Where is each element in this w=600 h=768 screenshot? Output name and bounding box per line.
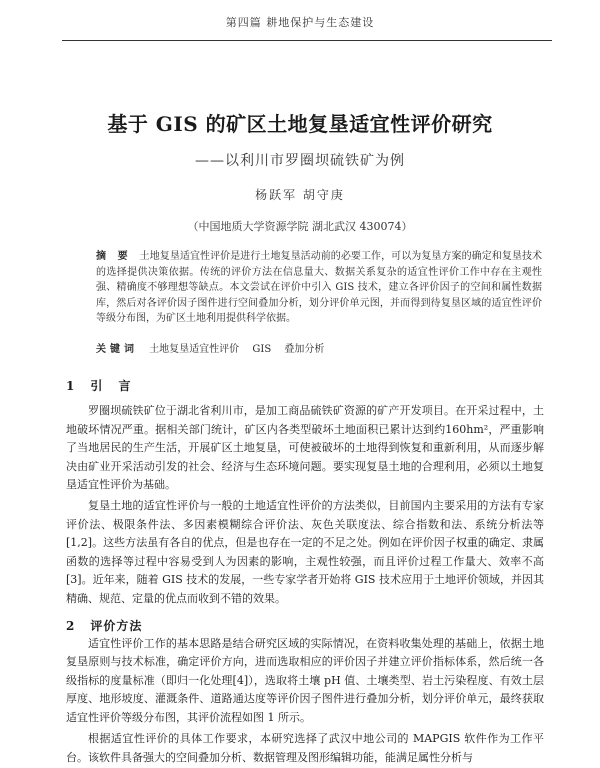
section-number: 1: [66, 379, 75, 393]
body-paragraph: 适宜性评价工作的基本思路是结合研究区域的实际情况，在资料收集处理的基础上，依据土地复垦原则与技术标准，确定评价方向，进而选取相应的评价因子并建立评价指标体系，然后统一各级指标的度量标准（即归一化处理[4]），选取将土壤 pH 值、土壤类型、岩土污染程度、有效土层厚度、地形坡度、灌溉条件、道路通达度等评价因子图件进行叠加分析，划分评价单元，最终获取适宜性评价等级分布图，其评价流程如图 1 所示。: [66, 637, 544, 724]
section-title: 引 言: [90, 379, 137, 393]
section-title: 评价方法: [90, 619, 143, 633]
article-title: 基于 GIS 的矿区土地复垦适宜性评价研究: [107, 112, 493, 136]
section-heading-introduction: [66, 377, 137, 394]
article-authors: 杨跃军 胡守庚: [255, 188, 345, 202]
section-heading-method: [66, 617, 142, 634]
keyword-item: 土地复垦适宜性评价: [149, 344, 240, 355]
header-rule: [62, 40, 552, 41]
body-paragraph: 根据适宜性评价的具体工作要求，本研究选择了武汉中地公司的 MAPGIS 软件作为工作平台。该软件具备强大的空间叠加分析、数据管理及图形编辑功能，能满足属性分析与: [66, 732, 544, 764]
keywords: [96, 340, 542, 355]
keywords-label: 关键词: [96, 344, 138, 355]
article-affiliation: （中国地质大学资源学院 湖北武汉 430074）: [187, 220, 413, 233]
body-paragraph: 罗圈坝硫铁矿位于湖北省利川市，是加工商品硫铁矿资源的矿产开发项目。在开采过程中，土地破坏情况严重。据相关部门统计，矿区内各类型破坏土地面积已累计达到约160hm²，严重影响了当地居民的生产生活，开展矿区土地复垦，可使被破坏的土地得到恢复和重新利用，从而逐步解决由矿业开采活动引发的社会、经济与生态环境问题。要实现复垦土地的合理利用，必须以土地复垦适宜性评价为基础。: [66, 404, 544, 492]
abstract-label: 摘 要: [96, 251, 132, 262]
section-number: 2: [66, 619, 75, 633]
keyword-item: GIS: [252, 344, 272, 355]
article-subtitle: ——以利川市罗圈坝硫铁矿为例: [195, 153, 405, 169]
body-paragraph: 复垦土地的适宜性评价与一般的土地适宜性评价的方法类似，目前国内主要采用的方法有专家评价法、极限条件法、多因素模糊综合评价法、灰色关联度法、综合指数和法、系统分析法等[1,2]。这些方法虽有各自的优点，但是也存在一定的不足之处。例如在评价因子权重的确定、隶属函数的选择等过程中容易受到人为因素的影响，主观性较强，而且评价过程工作量大、效率不高[3]。近年来，随着 GIS 技术的发展，一些专家学者开始将 GIS 技术应用于土地评价领域，并因其精确、规范、定量的优点而收到不错的效果。: [66, 499, 544, 605]
running-header: 第四篇 耕地保护与生态建设: [225, 16, 375, 29]
abstract: [96, 249, 542, 327]
keyword-item: 叠加分析: [284, 344, 325, 355]
abstract-text: 土地复垦适宜性评价是进行土地复垦活动前的必要工作，可以为复垦方案的确定和复垦技术的选择提供决策依据。传统的评价方法在信息量大、数据关系复杂的适宜性评价工作中存在主观性强、精确度不够理想等缺点。本文尝试在评价中引入 GIS 技术，建立各评价因子的空间和属性数据库，然后对各评价因子图件进行空间叠加分析，划分评价单元图，并而得到待复垦区域的适宜性评价等级分布图，为矿区土地利用提供科学依据。: [96, 251, 543, 325]
